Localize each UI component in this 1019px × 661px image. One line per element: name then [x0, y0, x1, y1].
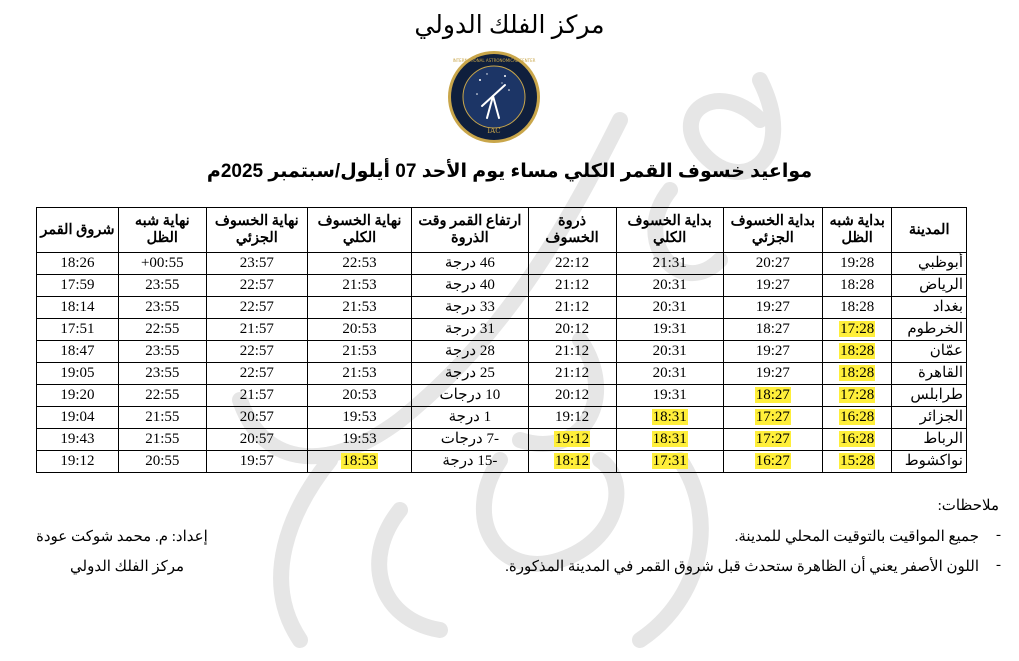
cell-penumbral-start	[822, 341, 891, 363]
cell-moonrise	[37, 341, 119, 363]
cell-value: 19:31	[652, 387, 687, 403]
cell-partial-end	[206, 341, 307, 363]
cell-value: 21:55	[145, 431, 180, 447]
cell-value: 19:12	[554, 431, 590, 447]
cell-partial-end	[206, 363, 307, 385]
cell-moon-altitude	[412, 385, 529, 407]
table-row	[37, 451, 967, 473]
cell-moonrise	[37, 451, 119, 473]
cell-partial-end	[206, 253, 307, 275]
note-bullet: -	[996, 527, 1001, 543]
cell-value: 46 درجة	[444, 255, 495, 271]
cell-partial-start	[723, 363, 822, 385]
cell-city	[892, 385, 967, 407]
cell-value: عمّان	[929, 343, 963, 359]
header-penumbral-start: بداية شبه الظل	[822, 208, 891, 253]
cell-partial-end	[206, 407, 307, 429]
cell-value: 21:12	[554, 299, 590, 315]
cell-value: 21:53	[342, 365, 377, 381]
cell-value: 19:12	[554, 409, 590, 425]
cell-value: 22:55	[145, 321, 180, 337]
cell-value: 22:57	[239, 299, 274, 315]
cell-penumbral-end	[118, 451, 206, 473]
table-row	[37, 407, 967, 429]
cell-value: 22:12	[554, 255, 590, 271]
prepared-by: إعداد: م. محمد شوكت عودة	[36, 529, 208, 545]
cell-value: 23:57	[239, 255, 274, 271]
cell-moonrise	[37, 363, 119, 385]
cell-value: 20:12	[554, 387, 590, 403]
cell-city	[892, 341, 967, 363]
cell-value: 18:28	[840, 343, 875, 359]
header-moonrise: شروق القمر	[37, 208, 119, 253]
cell-partial-start	[723, 319, 822, 341]
cell-maximum	[528, 363, 616, 385]
cell-value: 10 درجات	[439, 387, 501, 403]
cell-value: 18:27	[755, 387, 790, 403]
cell-value: 18:26	[60, 255, 95, 271]
cell-value: 16:28	[840, 431, 875, 447]
cell-value: 18:53	[342, 453, 377, 469]
cell-value: 20:12	[554, 321, 590, 337]
cell-penumbral-end	[118, 407, 206, 429]
logo-ring-text: INTERNATIONAL ASTRONOMICAL CENTER	[452, 58, 536, 63]
table-row	[37, 385, 967, 407]
cell-value: 17:59	[60, 277, 95, 293]
cell-value: الرباط	[923, 431, 963, 447]
cell-value: الرياض	[919, 277, 963, 293]
cell-total-start	[616, 407, 723, 429]
cell-value: -7 درجات	[440, 431, 499, 447]
cell-value: 40 درجة	[444, 277, 495, 293]
cell-city	[892, 253, 967, 275]
cell-total-end	[307, 363, 411, 385]
cell-value: 18:31	[652, 431, 687, 447]
header-total-start: بداية الخسوف الكلي	[616, 208, 723, 253]
cell-value: 18:28	[840, 277, 875, 293]
cell-value: 19:05	[60, 365, 95, 381]
header-total-end: نهاية الخسوف الكلي	[307, 208, 411, 253]
table-row	[37, 275, 967, 297]
note-item	[505, 557, 1001, 576]
cell-value: 19:31	[652, 321, 687, 337]
cell-maximum	[528, 429, 616, 451]
cell-value: نواكشوط	[904, 453, 963, 469]
cell-value: 17:31	[652, 453, 687, 469]
credit-org: مركز الفلك الدولي	[70, 559, 185, 575]
cell-value: بغداد	[932, 299, 963, 315]
cell-value: 20:27	[755, 255, 790, 271]
cell-moon-altitude	[412, 275, 529, 297]
cell-value: 00:55+	[140, 255, 184, 271]
cell-moon-altitude	[412, 407, 529, 429]
cell-penumbral-end	[118, 385, 206, 407]
cell-value: 20:31	[652, 277, 687, 293]
cell-moon-altitude	[412, 363, 529, 385]
cell-maximum	[528, 319, 616, 341]
cell-value: 21:12	[554, 365, 590, 381]
cell-value: 21:12	[554, 277, 590, 293]
cell-partial-end	[206, 451, 307, 473]
cell-penumbral-start	[822, 385, 891, 407]
cell-moonrise	[37, 297, 119, 319]
cell-value: أبوظبي	[917, 255, 963, 271]
table-body	[37, 253, 967, 473]
cell-value: 31 درجة	[444, 321, 495, 337]
header-maximum: ذروة الخسوف	[528, 208, 616, 253]
cell-moonrise	[37, 429, 119, 451]
cell-city	[892, 275, 967, 297]
cell-total-end	[307, 385, 411, 407]
cell-value: طرابلس	[910, 387, 963, 403]
cell-penumbral-start	[822, 275, 891, 297]
table-row	[37, 363, 967, 385]
cell-total-start	[616, 385, 723, 407]
cell-maximum	[528, 385, 616, 407]
cell-total-start	[616, 319, 723, 341]
cell-partial-end	[206, 429, 307, 451]
cell-value: 22:57	[239, 277, 274, 293]
cell-partial-start	[723, 253, 822, 275]
cell-value: 20:53	[342, 321, 377, 337]
cell-partial-start	[723, 275, 822, 297]
cell-value: 28 درجة	[444, 343, 495, 359]
cell-penumbral-start	[822, 429, 891, 451]
cell-partial-start	[723, 429, 822, 451]
cell-moonrise	[37, 385, 119, 407]
cell-penumbral-start	[822, 407, 891, 429]
cell-value: 19:27	[755, 299, 790, 315]
cell-total-start	[616, 451, 723, 473]
cell-total-end	[307, 429, 411, 451]
cell-moonrise	[37, 253, 119, 275]
cell-value: 19:43	[60, 431, 95, 447]
iac-telescope-logo-icon	[447, 50, 541, 144]
cell-maximum	[528, 297, 616, 319]
cell-total-end	[307, 275, 411, 297]
note-text: جميع المواقيت بالتوقيت المحلي للمدينة.	[734, 529, 979, 545]
cell-value: 19:20	[60, 387, 95, 403]
cell-moon-altitude	[412, 429, 529, 451]
cell-maximum	[528, 451, 616, 473]
cell-value: 17:27	[755, 409, 790, 425]
cell-value: 19:27	[755, 277, 790, 293]
cell-value: 19:57	[239, 453, 274, 469]
cell-total-end	[307, 341, 411, 363]
cell-penumbral-end	[118, 297, 206, 319]
cell-moonrise	[37, 275, 119, 297]
cell-value: 18:31	[652, 409, 687, 425]
table-row	[37, 319, 967, 341]
cell-maximum	[528, 253, 616, 275]
note-text: اللون الأصفر يعني أن الظاهرة ستحدث قبل شروق القمر في المدينة المذكورة.	[505, 559, 979, 575]
cell-total-end	[307, 407, 411, 429]
header-penumbral-end: نهاية شبه الظل	[118, 208, 206, 253]
cell-value: 20:31	[652, 365, 687, 381]
cell-penumbral-end	[118, 429, 206, 451]
cell-penumbral-start	[822, 297, 891, 319]
cell-penumbral-start	[822, 451, 891, 473]
cell-total-start	[616, 253, 723, 275]
cell-total-start	[616, 363, 723, 385]
cell-value: 21:57	[239, 321, 274, 337]
cell-value: 21:55	[145, 409, 180, 425]
cell-partial-end	[206, 275, 307, 297]
cell-partial-start	[723, 385, 822, 407]
logo-iac-text: IAC	[487, 127, 501, 135]
cell-moon-altitude	[412, 451, 529, 473]
cell-penumbral-end	[118, 253, 206, 275]
cell-value: 16:27	[755, 453, 790, 469]
page-title: مواعيد خسوف القمر الكلي مساء يوم الأحد 07 أيلول/سبتمبر 2025م	[206, 161, 813, 182]
cell-moonrise	[37, 319, 119, 341]
header-partial-start: بداية الخسوف الجزئي	[723, 208, 822, 253]
cell-partial-end	[206, 297, 307, 319]
cell-value: 20:31	[652, 299, 687, 315]
cell-moonrise	[37, 407, 119, 429]
table-row	[37, 341, 967, 363]
cell-value: الخرطوم	[907, 321, 963, 337]
cell-city	[892, 297, 967, 319]
cell-total-start	[616, 275, 723, 297]
cell-moon-altitude	[412, 297, 529, 319]
cell-value: 20:55	[145, 453, 180, 469]
cell-value: 21:57	[239, 387, 274, 403]
cell-city	[892, 429, 967, 451]
table-row	[37, 429, 967, 451]
cell-value: 18:28	[840, 299, 875, 315]
cell-value: 20:53	[342, 387, 377, 403]
header-moon-altitude: ارتفاع القمر وقت الذروة	[412, 208, 529, 253]
cell-partial-start	[723, 407, 822, 429]
cell-penumbral-end	[118, 319, 206, 341]
cell-value: 17:27	[755, 431, 790, 447]
cell-value: 17:28	[840, 321, 875, 337]
cell-value: 23:55	[145, 299, 180, 315]
cell-maximum	[528, 275, 616, 297]
cell-value: الجزائر	[919, 409, 963, 425]
cell-value: 18:47	[60, 343, 95, 359]
cell-value: 22:53	[342, 255, 377, 271]
cell-value: 20:57	[239, 431, 274, 447]
cell-value: 19:27	[755, 365, 790, 381]
cell-moon-altitude	[412, 341, 529, 363]
cell-value: 21:12	[554, 343, 590, 359]
cell-city	[892, 319, 967, 341]
table-header-row	[37, 208, 967, 253]
note-bullet: -	[996, 557, 1001, 573]
cell-value: 21:53	[342, 299, 377, 315]
cell-value: 19:53	[342, 431, 377, 447]
cell-value: 15:28	[840, 453, 875, 469]
cell-partial-end	[206, 385, 307, 407]
cell-partial-start	[723, 341, 822, 363]
cell-value: 19:27	[755, 343, 790, 359]
cell-partial-start	[723, 451, 822, 473]
cell-penumbral-end	[118, 363, 206, 385]
eclipse-schedule-table	[36, 207, 967, 473]
cell-penumbral-end	[118, 341, 206, 363]
cell-value: 18:12	[554, 453, 590, 469]
notes-label: ملاحظات:	[937, 498, 999, 514]
cell-total-end	[307, 451, 411, 473]
cell-value: 21:53	[342, 277, 377, 293]
cell-value: -15 درجة	[442, 453, 498, 469]
cell-maximum	[528, 341, 616, 363]
cell-penumbral-start	[822, 363, 891, 385]
cell-value: 18:14	[60, 299, 95, 315]
cell-penumbral-end	[118, 275, 206, 297]
cell-value: 17:51	[60, 321, 95, 337]
cell-moon-altitude	[412, 319, 529, 341]
cell-partial-end	[206, 319, 307, 341]
cell-value: 22:55	[145, 387, 180, 403]
cell-value: 23:55	[145, 343, 180, 359]
cell-value: 20:57	[239, 409, 274, 425]
cell-value: 21:53	[342, 343, 377, 359]
org-name: مركز الفلك الدولي	[414, 12, 605, 39]
cell-city	[892, 451, 967, 473]
header-partial-end: نهاية الخسوف الجزئي	[206, 208, 307, 253]
cell-value: 20:31	[652, 343, 687, 359]
cell-penumbral-start	[822, 253, 891, 275]
cell-value: 1 درجة	[448, 409, 492, 425]
cell-total-end	[307, 297, 411, 319]
cell-value: 25 درجة	[444, 365, 495, 381]
cell-value: 16:28	[840, 409, 875, 425]
cell-city	[892, 407, 967, 429]
cell-value: 18:28	[840, 365, 875, 381]
cell-value: 19:28	[840, 255, 875, 271]
cell-value: 19:12	[60, 453, 95, 469]
cell-total-end	[307, 319, 411, 341]
cell-total-start	[616, 297, 723, 319]
cell-total-start	[616, 341, 723, 363]
cell-penumbral-start	[822, 319, 891, 341]
cell-value: 23:55	[145, 277, 180, 293]
cell-maximum	[528, 407, 616, 429]
cell-value: 22:57	[239, 365, 274, 381]
cell-value: 19:04	[60, 409, 95, 425]
table-row	[37, 253, 967, 275]
table-row	[37, 297, 967, 319]
cell-total-start	[616, 429, 723, 451]
cell-value: 21:31	[652, 255, 687, 271]
cell-value: 33 درجة	[444, 299, 495, 315]
header-city: المدينة	[892, 208, 967, 253]
note-item	[734, 527, 1001, 546]
cell-value: 22:57	[239, 343, 274, 359]
cell-value: القاهرة	[918, 365, 963, 381]
cell-value: 19:53	[342, 409, 377, 425]
cell-value: 23:55	[145, 365, 180, 381]
cell-value: 18:27	[755, 321, 790, 337]
cell-city	[892, 363, 967, 385]
cell-value: 17:28	[840, 387, 875, 403]
cell-total-end	[307, 253, 411, 275]
cell-partial-start	[723, 297, 822, 319]
cell-moon-altitude	[412, 253, 529, 275]
